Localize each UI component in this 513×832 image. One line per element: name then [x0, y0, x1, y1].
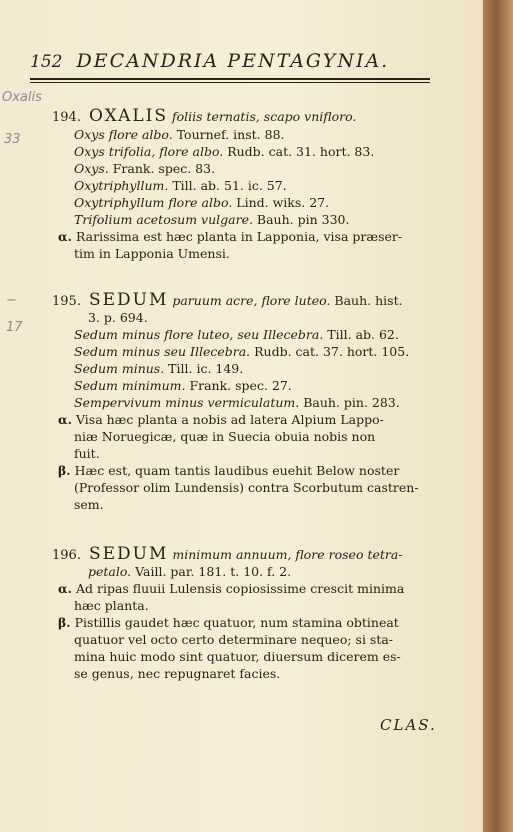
entry-number: 194. — [52, 110, 81, 125]
page-number: 152 — [30, 52, 63, 72]
note-line: mina huic modo sint quatuor, diuersum dicerem es- — [74, 649, 401, 664]
note-line: β. Pistillis gaudet hæc quatuor, num stamina obtineat — [58, 615, 399, 630]
diagnosis: minimum annuum, flore roseo tetra- — [172, 547, 403, 562]
note-line: α. Visa hæc planta a nobis ad latera Alpium Lappo- — [58, 412, 384, 427]
header-rule-thin — [30, 82, 430, 83]
note-line: β. Hæc est, quam tantis laudibus euehit Below noster — [58, 463, 400, 478]
synonym-line: Sedum minus flore luteo, seu Illecebra. Till. ab. 62. — [74, 327, 399, 342]
synonym-line: Sedum minus seu Illecebra. Rudb. cat. 37. hort. 105. — [74, 344, 410, 359]
catchword: CLAS. — [380, 716, 437, 734]
diagnosis: foliis ternatis, scapo vnifloro. — [171, 109, 357, 124]
genus-name: SEDUM — [88, 544, 169, 564]
synonym-line: Trifolium acetosum vulgare. Bauh. pin 330. — [74, 212, 350, 227]
reference: Bauh. hist. — [334, 293, 403, 308]
synonym-line: Sempervivum minus vermiculatum. Bauh. pin. 283. — [74, 395, 400, 410]
synonym-line: Oxys trifolia, flore albo. Rudb. cat. 31. hort. 83. — [74, 144, 375, 159]
synonym-line: Oxys flore albo. Tournef. inst. 88. — [74, 127, 285, 142]
note-line: α. Rarissima est hæc planta in Lapponia, visa præser- — [58, 229, 403, 244]
margin-note: Oxalis — [2, 90, 42, 105]
genus-name: OXALIS — [88, 106, 168, 126]
note-line: α. Ad ripas fluuii Lulensis copiosissime crescit minima — [58, 581, 405, 596]
synonym-line: Sedum minus. Till. ic. 149. — [74, 361, 244, 376]
entry-heading — [52, 108, 356, 126]
synonym-line: Oxytriphyllum. Till. ab. 51. ic. 57. — [74, 178, 287, 193]
book-spine — [483, 0, 513, 832]
note-line: quatuor vel octo certo determinare nequeo; si sta- — [74, 632, 394, 647]
note-line: niæ Noruegicæ, quæ in Suecia obuia nobis non — [74, 429, 376, 444]
margin-note: 33 — [4, 132, 21, 147]
synonym-line: Oxytriphyllum flore albo. Lind. wiks. 27. — [74, 195, 330, 210]
entry-heading — [52, 546, 403, 564]
note-line: fuit. — [74, 446, 100, 461]
header-rule — [30, 78, 430, 80]
entry-heading — [52, 292, 403, 310]
synonym-line: Sedum minimum. Frank. spec. 27. — [74, 378, 292, 393]
diagnosis: paruum acre, flore luteo. — [172, 293, 331, 308]
synonym-line: Oxys. Frank. spec. 83. — [74, 161, 216, 176]
running-title: DECANDRIA PENTAGYNIA. — [76, 50, 390, 72]
note-line: (Professor olim Lundensis) contra Scorbutum castren- — [74, 480, 419, 495]
genus-name: SEDUM — [88, 290, 169, 310]
note-line: hæc planta. — [74, 598, 149, 613]
entry-number: 195. — [52, 294, 81, 309]
entry-number: 196. — [52, 548, 81, 563]
reference-line: 3. p. 694. — [88, 310, 148, 325]
reference-line: petalo. Vaill. par. 181. t. 10. f. 2. — [88, 564, 292, 579]
running-header — [30, 50, 470, 72]
note-line: sem. — [74, 497, 104, 512]
note-line: se genus, nec repugnaret facies. — [74, 666, 281, 681]
margin-note: 17 — [6, 320, 23, 335]
margin-note: − — [6, 293, 17, 308]
note-line: tim in Lapponia Umensi. — [74, 246, 230, 261]
